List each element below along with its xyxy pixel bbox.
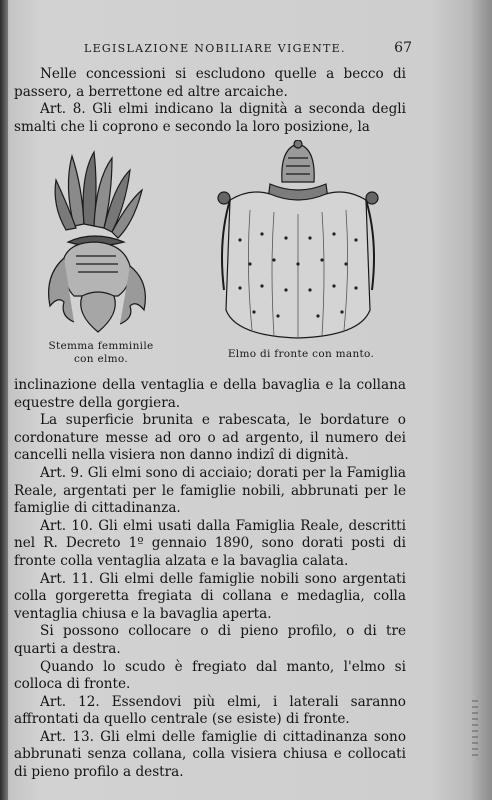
paragraph-manto: Quando lo scudo è fregiato dal manto, l'elmo si colloca di fronte. bbox=[14, 658, 406, 693]
caption-stemma-line-2: con elmo. bbox=[73, 353, 128, 365]
stemma-femminile-engraving bbox=[34, 146, 164, 336]
caption-stemma-femminile bbox=[26, 340, 176, 366]
caption-elmo-manto: Elmo di fronte con manto. bbox=[227, 348, 375, 360]
scan-edge-marks bbox=[472, 700, 478, 760]
paragraph-profilo: Si possono collocare o di pieno profilo, o di tre quarti a destra. bbox=[14, 623, 406, 657]
paragraph-art-11: Art. 11. Gli elmi delle famiglie nobili sono argentati colla gorgeretta fregiata di collana e medaglia, colla ventaglia chiusa e la bavaglia aperta. bbox=[14, 570, 406, 622]
elmo-manto-illustration bbox=[210, 140, 386, 340]
page-header bbox=[22, 40, 412, 60]
running-title: LEGISLAZIONE NOBILIARE VIGENTE. bbox=[84, 42, 346, 55]
elmo-manto-engraving bbox=[210, 140, 386, 340]
body-text-block bbox=[14, 377, 406, 782]
paragraph-art-12: Art. 12. Essendovi più elmi, i laterali saranno affrontati da quello centrale (se esiste) di fronte. bbox=[14, 693, 406, 728]
paragraph-art-13: Art. 13. Gli elmi delle famiglie di cittadinanza sono abbrunati senza collana, colla visiera chiusa e collocati di pieno profilo a destra. bbox=[14, 728, 406, 781]
paragraph-inclinazione: inclinazione della ventaglia e della bavaglia e la collana equestre della gorgiera. bbox=[14, 377, 406, 411]
paragraph-concessioni: Nelle concessioni si escludono quelle a becco di passero, a berrettone ed altre arcaiche. bbox=[14, 66, 406, 100]
stemma-femminile-illustration bbox=[34, 146, 164, 336]
book-spine-shadow bbox=[0, 0, 8, 800]
illustrations bbox=[14, 140, 406, 370]
paragraph-superficie: La superficie brunita e rabescata, le bordature o cordonature messe ad oro o ad argento, il numero dei cancelli nella visiera non danno indizî di dignità. bbox=[14, 412, 406, 464]
page-number: 67 bbox=[394, 40, 412, 56]
top-text-block bbox=[14, 66, 406, 136]
caption-stemma-line-1: Stemma femminile bbox=[48, 340, 154, 352]
paragraph-art-9: Art. 9. Gli elmi sono di acciaio; dorati per la Famiglia Reale, argentati per le famiglie nobili, abbrunati per le famiglie di cittadinanza. bbox=[14, 464, 406, 517]
paragraph-art-8: Art. 8. Gli elmi indicano la dignità a seconda degli smalti che li coprono e secondo la loro posizione, la bbox=[14, 101, 406, 135]
paragraph-art-10: Art. 10. Gli elmi usati dalla Famiglia Reale, descritti nel R. Decreto 1º gennaio 1890, sono dorati posti di fronte colla ventaglia alzata e la bavaglia calata. bbox=[14, 517, 406, 569]
